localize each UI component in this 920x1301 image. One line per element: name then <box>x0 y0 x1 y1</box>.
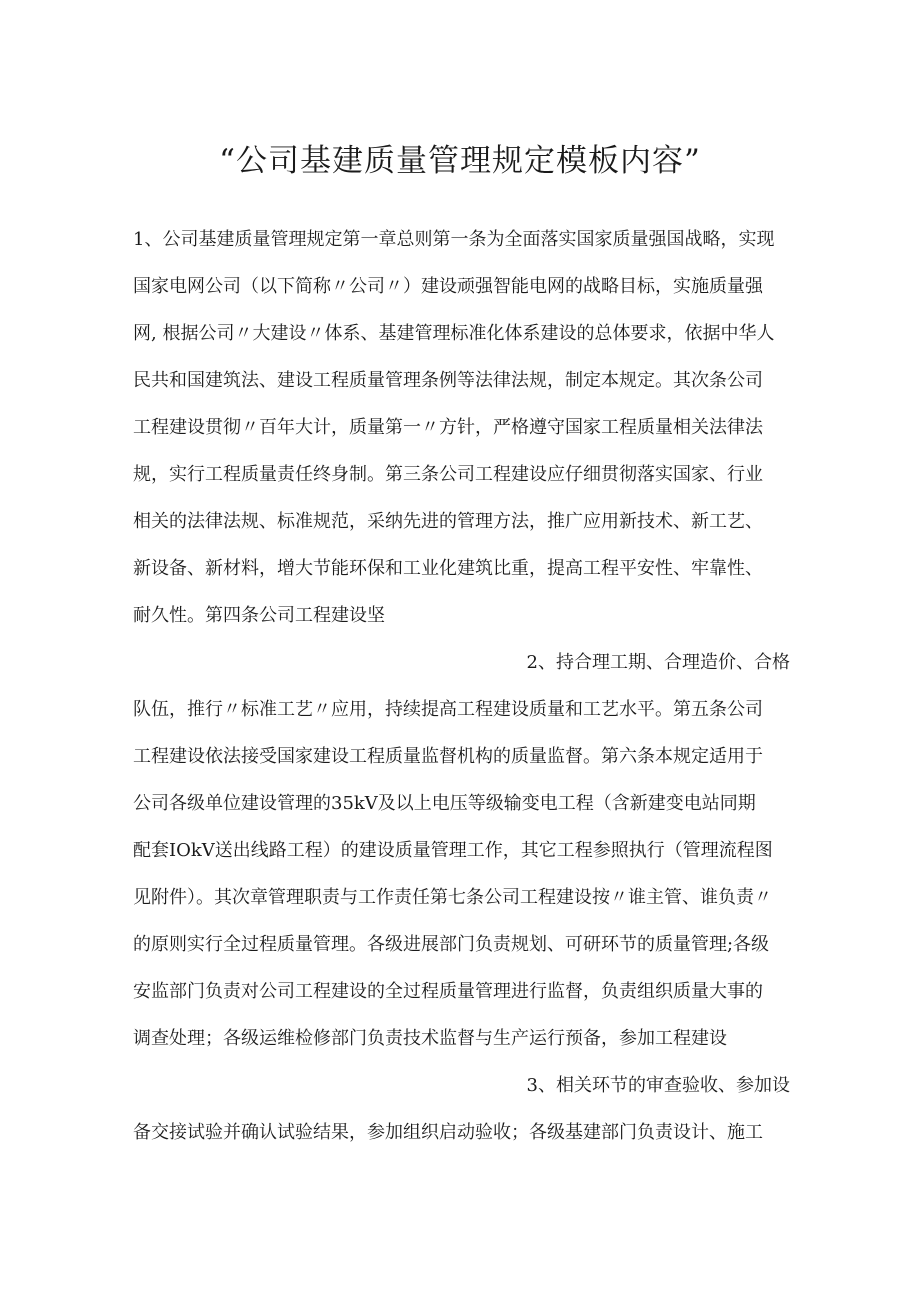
text-line: 工程建设贯彻〃百年大计，质量第一〃方针，严格遵守国家工程质量相关法律法 <box>133 417 763 438</box>
document-title: “公司基建质量管理规定模板内容” <box>219 143 701 179</box>
document-body <box>133 216 790 1156</box>
text-line: 见附件）。其次章管理职责与工作责任第七条公司工程建设按〃谁主管、谁负责〃 <box>133 887 772 908</box>
text-line: 耐久性。第四条公司工程建设坚 <box>133 605 385 626</box>
text-line: 相关的法律法规、标准规范，采纳先进的管理方法，推广应用新技术、新工艺、 <box>133 511 763 532</box>
section-marker-line: 3、相关环节的审查验收、参加设 <box>526 1075 790 1096</box>
text-line: 新设备、新材料，增大节能环保和工业化建筑比重，提高工程平安性、牢靠性、 <box>133 558 763 579</box>
text-line: 公司各级单位建设管理的35kV及以上电压等级输变电工程（含新建变电站同期 <box>133 793 756 814</box>
text-line: 安监部门负责对公司工程建设的全过程质量管理进行监督，负责组织质量大事的 <box>133 981 763 1002</box>
text-line: 的原则实行全过程质量管理。各级进展部门负责规划、可研环节的质量管理;各级 <box>133 934 770 955</box>
text-line: 备交接试验并确认试验结果，参加组织启动验收；各级基建部门负责设计、施工 <box>133 1122 763 1143</box>
text-line: 配套IOkV送出线路工程）的建设质量管理工作，其它工程参照执行（管理流程图 <box>133 840 773 861</box>
section-marker-line: 2、持合理工期、合理造价、合格 <box>526 652 790 673</box>
text-line: 1、公司基建质量管理规定第一章总则第一条为全面落实国家质量强国战略，实现 <box>133 229 775 250</box>
text-line: 国家电网公司（以下简称〃公司〃）建设顽强智能电网的战略目标，实施质量强 <box>133 276 763 297</box>
text-line: 工程建设依法接受国家建设工程质量监督机构的质量监督。第六条本规定适用于 <box>133 746 763 767</box>
text-line: 规，实行工程质量责任终身制。第三条公司工程建设应仔细贯彻落实国家、行业 <box>133 464 763 485</box>
text-line: 调查处理；各级运维检修部门负责技术监督与生产运行预备，参加工程建设 <box>133 1028 727 1049</box>
text-line: 网, 根据公司〃大建设〃体系、基建管理标准化体系建设的总体要求，依据中华人 <box>133 323 775 344</box>
text-line: 民共和国建筑法、建设工程质量管理条例等法律法规，制定本规定。其次条公司 <box>133 370 763 391</box>
text-line: 队伍，推行〃标准工艺〃应用，持续提高工程建设质量和工艺水平。第五条公司 <box>133 699 763 720</box>
